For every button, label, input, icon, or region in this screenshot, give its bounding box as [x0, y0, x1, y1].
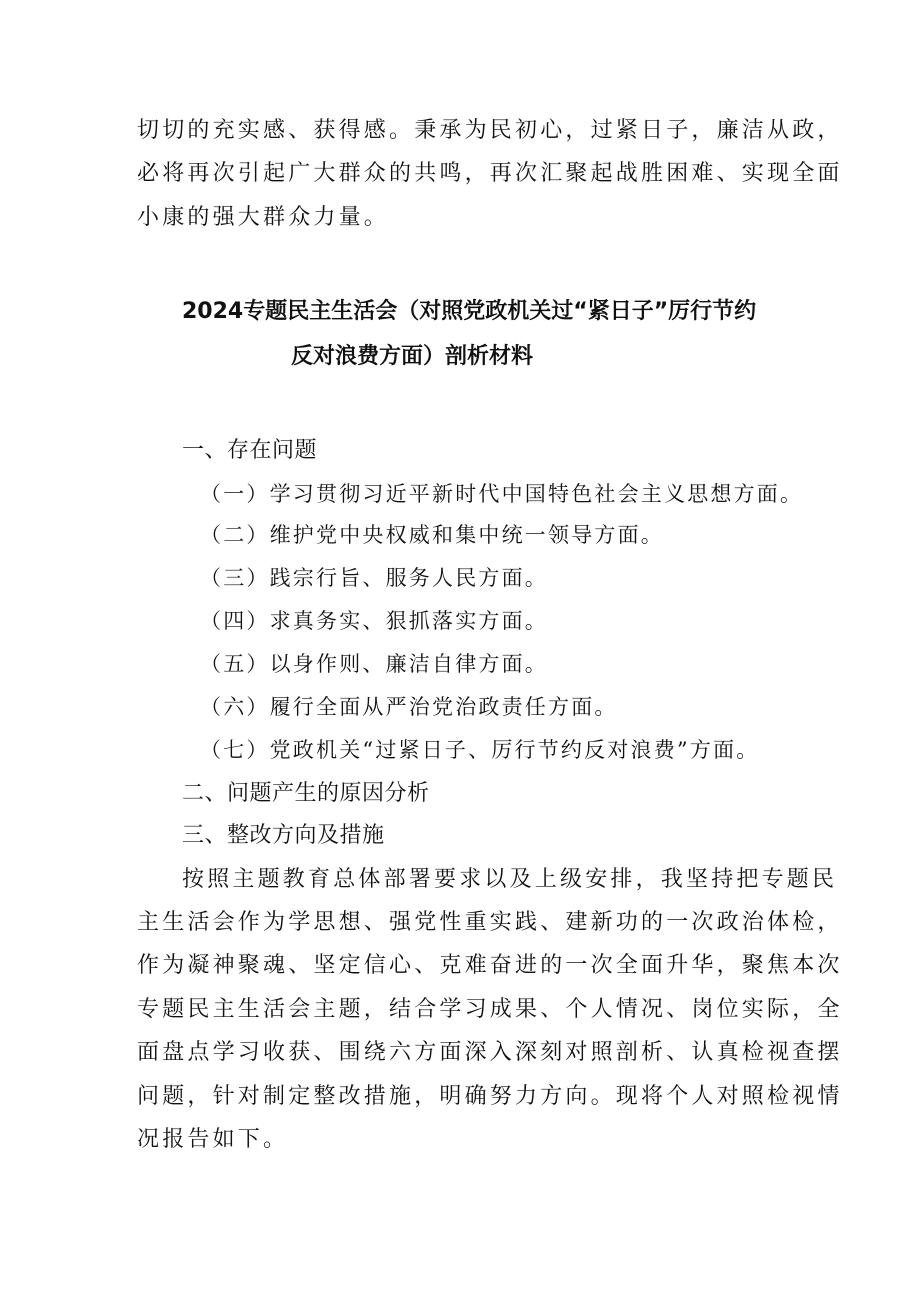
- paragraph-line-4: 专题民主生活会主题，结合学习成果、个人情况、岗位实际，全: [137, 997, 843, 1022]
- section-heading-causes: 二、问题产生的原因分析: [182, 781, 430, 806]
- list-item: （七）党政机关“过紧日子、厉行节约反对浪费”方面。: [200, 738, 760, 762]
- section-heading-measures: 三、整改方向及措施: [182, 823, 385, 848]
- list-item: （六）履行全面从严治党治政责任方面。: [200, 695, 618, 719]
- intro-line-1: 切切的充实感、获得感。秉承为民初心，过紧日子，廉洁从政，: [137, 118, 843, 143]
- paragraph-line-3: 作为凝神聚魂、坚定信心、克难奋进的一次全面升华，聚焦本次: [137, 953, 843, 978]
- section-heading-problems: 一、存在问题: [182, 438, 318, 463]
- paragraph-line-1: 按照主题教育总体部署要求以及上级安排，我坚持把专题民: [182, 867, 838, 892]
- title-line-2: 反对浪费方面）剖析材料: [291, 344, 534, 369]
- paragraph-line-7: 况报告如下。: [137, 1127, 289, 1152]
- list-item: （四）求真务实、狠抓落实方面。: [200, 609, 548, 633]
- intro-line-3: 小康的强大群众力量。: [137, 205, 390, 230]
- title-line-1: 2024专题民主生活会（对照党政机关过“紧日子”厉行节约: [182, 299, 757, 324]
- paragraph-line-5: 面盘点学习收获、围绕六方面深入深刻对照剖析、认真检视查摆: [137, 1040, 843, 1065]
- list-item: （二）维护党中央权威和集中统一领导方面。: [200, 523, 664, 547]
- list-item: （一）学习贯彻习近平新时代中国特色社会主义思想方面。: [200, 482, 804, 506]
- paragraph-line-6: 问题，针对制定整改措施，明确努力方向。现将个人对照检视情: [137, 1084, 843, 1109]
- list-item: （三）践宗行旨、服务人民方面。: [200, 566, 548, 590]
- paragraph-line-2: 主生活会作为学思想、强党性重实践、建新功的一次政治体检，: [137, 910, 843, 935]
- intro-line-2: 必将再次引起广大群众的共鸣，再次汇聚起战胜困难、实现全面: [137, 161, 843, 186]
- list-item: （五）以身作则、廉洁自律方面。: [200, 652, 548, 676]
